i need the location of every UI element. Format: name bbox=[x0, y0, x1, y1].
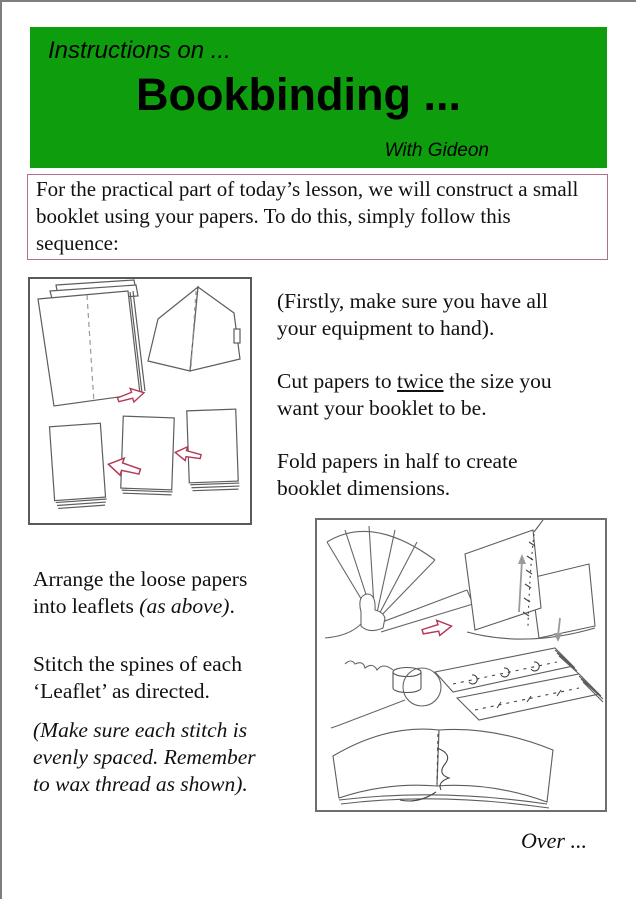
arrow-right-icon bbox=[421, 618, 453, 637]
intro-line: sequence: bbox=[36, 231, 119, 255]
open-booklet-drawing bbox=[148, 287, 240, 371]
thread-spool-drawing bbox=[331, 661, 441, 728]
step-arrange-papers: Arrange the loose papers into leaflets (as above). bbox=[33, 567, 248, 618]
intro-line: booklet using your papers. To do this, simply follow this bbox=[36, 204, 511, 228]
intro-line: For the practical part of today’s lesson, we will construct a small bbox=[36, 177, 579, 201]
flat-booklet-drawing bbox=[435, 648, 603, 720]
open-sewn-booklet-drawing bbox=[333, 729, 553, 808]
folding-illustration-box bbox=[28, 277, 252, 525]
hand-drawing bbox=[325, 594, 385, 638]
stitching-diagram-svg bbox=[317, 520, 605, 810]
title-banner bbox=[30, 27, 607, 168]
step-stitch-spines: Stitch the spines of each ‘Leaflet’ as directed. bbox=[33, 652, 242, 703]
stitched-booklet-drawing bbox=[465, 520, 595, 642]
step-fold-papers: Fold papers in half to create booklet dimensions. bbox=[277, 449, 518, 500]
folding-diagram-svg bbox=[30, 279, 250, 523]
paper-stack-drawing bbox=[38, 280, 145, 406]
assembly-instructions bbox=[33, 566, 333, 798]
step-equipment-note: (Firstly, make sure you have all your equipment to hand). bbox=[277, 289, 548, 340]
fanned-papers-drawing bbox=[327, 526, 473, 632]
stitch-note: (Make sure each stitch is evenly spaced. Remember to wax thread as shown). bbox=[33, 718, 256, 796]
header-pretitle: Instructions on ... bbox=[48, 37, 231, 64]
over-note: Over ... bbox=[521, 828, 587, 853]
header-byline: With Gideon bbox=[384, 140, 489, 161]
intro-textbox bbox=[27, 174, 608, 260]
italic-phrase: (as above) bbox=[139, 594, 230, 618]
cutting-instructions bbox=[277, 288, 622, 528]
stitching-illustration-box bbox=[315, 518, 607, 812]
step-cut-papers: Cut papers to twice the size you want your booklet to be. bbox=[277, 369, 552, 420]
page-title: Bookbinding ... bbox=[136, 69, 461, 120]
folded-booklet-drawing bbox=[49, 409, 239, 509]
underlined-word: twice bbox=[397, 369, 444, 393]
